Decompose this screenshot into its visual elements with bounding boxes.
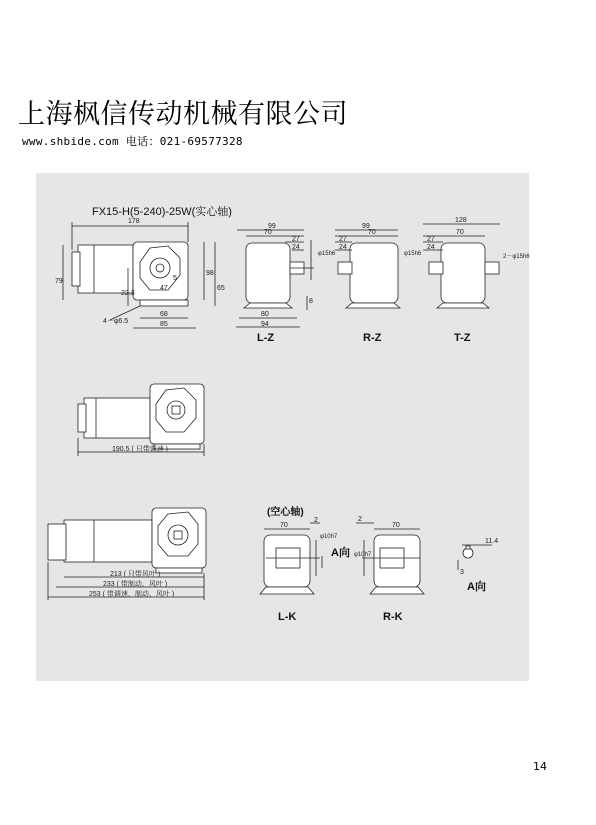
- rz-dim-shaft: φ15h6: [404, 251, 422, 257]
- dim-5: 5: [173, 275, 177, 282]
- view-label-rz: R-Z: [363, 332, 382, 344]
- lz-dim-shaft: φ15h6: [318, 251, 336, 257]
- rk-dim-bore: φ10h7: [354, 552, 372, 558]
- tz-dim-128: 128: [455, 217, 467, 224]
- dim-85: 85: [160, 321, 168, 328]
- a-direction-view: [458, 545, 492, 570]
- a-dim-3: 3: [460, 569, 464, 576]
- side-view-lz: [236, 230, 314, 327]
- tz-dim-shaft: 2－φ15h6: [503, 254, 530, 260]
- contact-line: www.shbide.com 电话：021-69577328: [22, 135, 243, 148]
- lk-dim-2: 2: [314, 517, 318, 524]
- hollow-view-lk: [260, 523, 322, 594]
- tz-dim-24: 24: [427, 244, 435, 251]
- lz-dim-8: 8: [309, 298, 313, 305]
- lz-dim-27: 27: [292, 236, 300, 243]
- rz-dim-27: 27: [339, 236, 347, 243]
- rz-dim-70: 70: [368, 229, 376, 236]
- dim-47: 47: [160, 285, 168, 292]
- lk-dim-bore: φ10h7: [320, 534, 338, 540]
- dim-65-right: 65: [217, 285, 225, 292]
- rz-dim-24: 24: [339, 244, 347, 251]
- view-label-rk: R-K: [383, 611, 403, 623]
- a-dim-11-4: 11.4: [485, 538, 499, 545]
- hollow-view-rk: [356, 523, 424, 594]
- dim-98: 98: [206, 270, 214, 277]
- lz-dim-99: 99: [268, 223, 276, 230]
- dim-holes: 4－φ6.5: [103, 318, 129, 325]
- tz-dim-70: 70: [456, 229, 464, 236]
- model-title: FX15-H(5-240)-25W(实心轴): [92, 206, 232, 218]
- lz-dim-80: 80: [261, 311, 269, 318]
- dim-213: 213 ( 只带风叶 ): [110, 571, 161, 578]
- a-view-label: A向: [467, 581, 486, 593]
- rk-dim-70: 70: [392, 522, 400, 529]
- dim-68: 68: [160, 311, 168, 318]
- rk-dim-2: 2: [358, 516, 362, 523]
- page-number: 14: [533, 760, 547, 773]
- dim-79: 79: [55, 278, 63, 285]
- company-name: 上海枫信传动机械有限公司: [18, 99, 348, 130]
- lk-dim-70: 70: [280, 522, 288, 529]
- rz-dim-99: 99: [362, 223, 370, 230]
- lz-dim-94: 94: [261, 321, 269, 328]
- hollow-title: (空心轴): [267, 507, 304, 518]
- lk-arrow-label: A向: [331, 547, 350, 559]
- dim-22-3: 22.3: [121, 290, 135, 297]
- tz-dim-27: 27: [427, 236, 435, 243]
- front-view: [63, 222, 215, 328]
- dim-233: 233 ( 带制动、风叶 ): [103, 581, 168, 588]
- dim-178: 178: [128, 218, 140, 225]
- dim-253: 253 ( 带调速、制动、风叶 ): [89, 591, 175, 598]
- view-label-lz: L-Z: [257, 332, 275, 344]
- view-label-lk: L-K: [278, 611, 297, 623]
- dim-190-5: 190.5 ( 只带调速 ): [112, 446, 169, 453]
- lz-dim-24: 24: [292, 244, 300, 251]
- view-label-tz: T-Z: [454, 332, 471, 344]
- lz-dim-70: 70: [264, 229, 272, 236]
